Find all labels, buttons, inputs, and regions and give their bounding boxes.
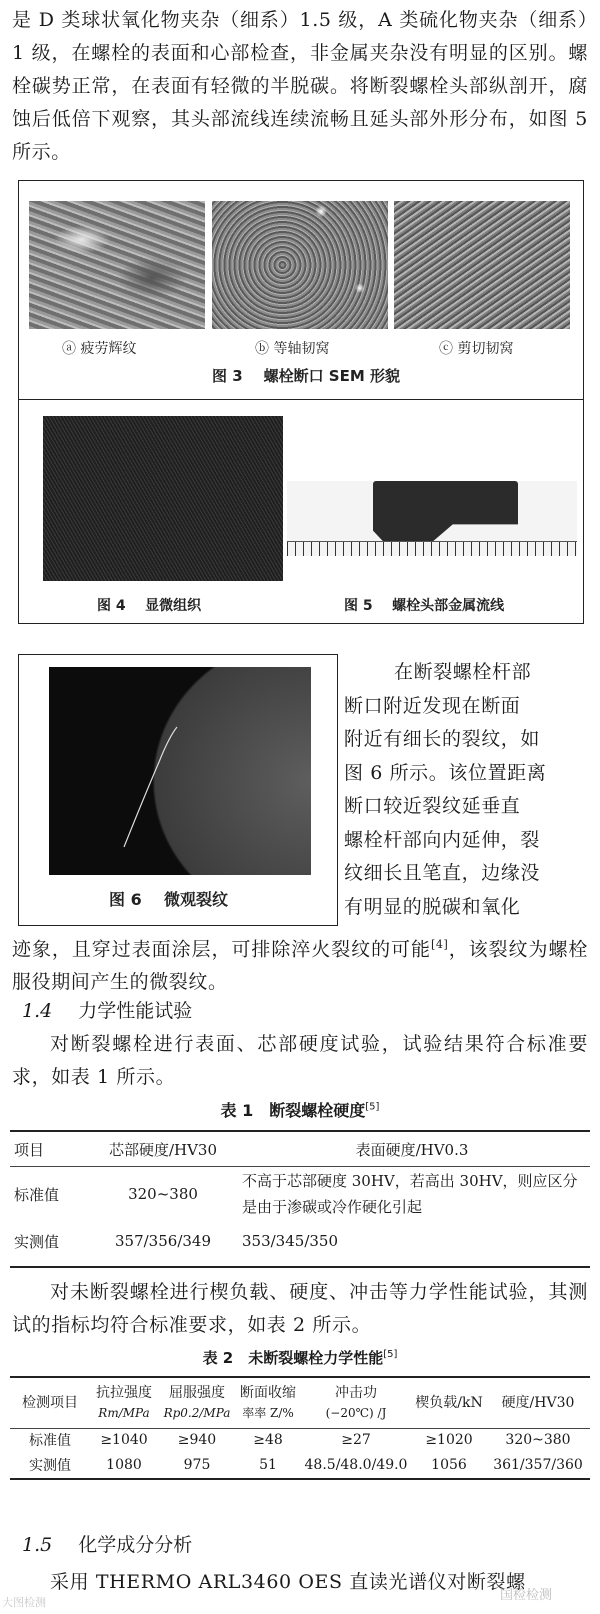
side-line: 螺栓杆部向内延伸，裂 xyxy=(344,828,541,851)
table2-cell: 1056 xyxy=(431,1456,467,1473)
table2-header-cell xyxy=(160,1379,234,1427)
fig3-label-b: ⓑ 等轴韧窝 xyxy=(255,341,330,357)
table2-cell: ≥48 xyxy=(253,1431,283,1448)
sem-photo-fatigue xyxy=(29,201,205,329)
side-line: 断口较近裂纹延垂直 xyxy=(344,795,521,817)
figure-frame-6 xyxy=(18,654,338,926)
crack-line xyxy=(124,727,177,847)
table2-header-line: Rm/MPa xyxy=(98,1406,150,1420)
table2-cell: 实测值 xyxy=(29,1457,71,1474)
table2-cell: ≥1020 xyxy=(425,1431,473,1448)
fig6-caption-text: 微观裂纹 xyxy=(164,890,229,909)
table1-cell: 标准值 xyxy=(14,1185,60,1204)
table2-header-line: 硬度/HV30 xyxy=(501,1395,575,1411)
table2-header-line: 断面收缩 xyxy=(240,1385,296,1401)
table2-header-line: 楔负载/kN xyxy=(415,1395,483,1411)
table2 xyxy=(12,1379,588,1477)
table1-row xyxy=(14,1164,588,1224)
table1-cell: 不高于芯部硬度 30HV，若高出 30HV，则应区分是由于渗碳或冷作硬化引起 xyxy=(242,1172,578,1216)
fig5-caption-text: 螺栓头部金属流线 xyxy=(392,598,505,614)
table1-title-text: 表 1 断裂螺栓硬度 xyxy=(220,1101,366,1120)
side-line: 在断裂螺栓杆部 xyxy=(394,661,532,683)
side-line: 有明显的脱碳和氧化 xyxy=(344,895,521,918)
crack-paragraph-tail: ，该裂纹为螺栓服役期间产生的微裂纹。 xyxy=(12,938,588,994)
table2-cell: 361/357/360 xyxy=(493,1456,583,1473)
table1-cell: 353/345/350 xyxy=(242,1232,338,1250)
table1-cell: 357/356/349 xyxy=(115,1232,211,1250)
side-line: 附近有细长的裂纹，如 xyxy=(344,728,541,750)
table2-header-cell xyxy=(12,1379,88,1427)
table2-header-cell xyxy=(88,1379,160,1427)
crack-paragraph-side xyxy=(344,656,592,924)
section-title: 化学成分分析 xyxy=(78,1534,193,1556)
bolt-head-photo xyxy=(287,481,577,556)
table1-header-row xyxy=(14,1134,588,1164)
fig3-label-a: ⓐ 疲劳辉纹 xyxy=(62,341,137,357)
side-line: 纹细长且笔直，边缘没 xyxy=(344,862,541,884)
watermark-left: 大图检测 xyxy=(2,1596,46,1609)
reference-4: [4] xyxy=(430,938,449,951)
table2-cell: 51 xyxy=(259,1456,277,1473)
section-1-5-heading xyxy=(22,1530,192,1560)
table1-header-cell: 项目 xyxy=(14,1140,45,1159)
fig3-label-c: ⓒ 剪切韧窝 xyxy=(439,341,514,357)
table2-ref: [5] xyxy=(383,1349,398,1360)
fig4-caption xyxy=(97,595,201,615)
crack-paragraph-full xyxy=(12,928,588,999)
table2-cell: ≥1040 xyxy=(100,1431,148,1448)
section-1-4-heading xyxy=(22,996,192,1026)
frame-divider xyxy=(19,399,583,400)
table2-header-cell xyxy=(488,1379,588,1427)
table2-header-line: (−20℃) /J xyxy=(325,1406,387,1420)
table2-header-row xyxy=(12,1379,588,1427)
figure-frame-3-5 xyxy=(18,180,584,624)
intro-paragraph: 是 D 类球状氧化物夹杂（细系）1.5 级，A 类硫化物夹杂（细系）1 级，在螺栓的表面和心部检查，非金属夹杂没有明显的区别。螺栓碳势正常，在表面有轻微的半脱碳。将断裂螺栓头部纵剖开，腐蚀后低倍下观察，其头部流线连续流畅且延头部外形分布，如图 5 所示。 xyxy=(12,9,588,163)
table2-header-line: Rp0.2/MPa xyxy=(163,1406,231,1420)
fig3-caption xyxy=(212,365,400,386)
table2-header-line: 率率 Z/% xyxy=(242,1406,294,1420)
fig3-caption-text: 螺栓断口 SEM 形貌 xyxy=(263,367,400,385)
table2-top-rule xyxy=(10,1376,590,1378)
table1-cell: 320~380 xyxy=(128,1185,198,1203)
table2-bottom-rule xyxy=(10,1478,590,1480)
table1-cell: 实测值 xyxy=(14,1232,60,1251)
table1-top-rule xyxy=(10,1130,590,1132)
table1-row xyxy=(14,1224,588,1258)
table2-header-line: 屈服强度 xyxy=(169,1385,225,1401)
table2-title xyxy=(0,1347,600,1368)
fig4-caption-text: 显微组织 xyxy=(145,598,202,614)
para-1-5: 采用 THERMO ARL3460 OES 直读光谱仪对断裂螺 xyxy=(50,1571,526,1593)
scale-ruler xyxy=(287,541,577,556)
bolt-head-shape xyxy=(373,481,518,543)
table2-cell: ≥27 xyxy=(341,1431,371,1448)
fig5-caption xyxy=(344,595,504,615)
section-number: 1.5 xyxy=(22,1534,53,1556)
table2-row xyxy=(12,1452,588,1477)
table2-header-cell xyxy=(302,1379,410,1427)
table2-cell: ≥940 xyxy=(177,1431,217,1448)
table2-header-cell xyxy=(410,1379,488,1427)
table2-cell: 975 xyxy=(183,1456,211,1473)
watermark-right: 国检检测 xyxy=(500,1588,553,1603)
table2-header-cell xyxy=(234,1379,302,1427)
table1-header-cell: 芯部硬度/HV30 xyxy=(108,1140,218,1159)
para-table2: 对未断裂螺栓进行楔负载、硬度、冲击等力学性能试验，其测试的指标均符合标准要求，如表 2 所示。 xyxy=(12,1281,588,1336)
para-1-4: 对断裂螺栓进行表面、芯部硬度试验，试验结果符合标准要求，如表 1 所示。 xyxy=(12,1033,588,1088)
side-line: 断口附近发现在断面 xyxy=(344,694,521,717)
sem-photo-shear xyxy=(394,201,570,329)
micrograph-photo xyxy=(43,416,283,581)
table2-header-line: 冲击功 xyxy=(335,1385,377,1401)
side-line: 图 6 所示。该位置距离 xyxy=(344,761,547,784)
fig6-caption-num: 图 6 xyxy=(109,890,142,909)
fig3-caption-num: 图 3 xyxy=(212,367,243,385)
fig4-caption-num: 图 4 xyxy=(97,598,126,614)
table2-cell: 48.5/48.0/49.0 xyxy=(304,1456,408,1473)
table1-ref: [5] xyxy=(365,1101,380,1113)
table2-title-text: 表 2 未断裂螺栓力学性能 xyxy=(202,1349,384,1367)
table1-title xyxy=(0,1098,600,1121)
crack-paragraph-text: 迹象，且穿过表面涂层，可排除淬火裂纹的可能 xyxy=(12,938,431,961)
table2-row xyxy=(12,1427,588,1452)
table1 xyxy=(14,1134,588,1258)
table2-cell: 标准值 xyxy=(29,1432,71,1449)
fig6-caption xyxy=(109,887,228,910)
table2-header-line: 抗拉强度 xyxy=(96,1385,152,1401)
section-number: 1.4 xyxy=(22,1000,53,1022)
section-title: 力学性能试验 xyxy=(78,1000,193,1022)
crack-micrograph-photo xyxy=(49,667,311,875)
table2-cell: 320~380 xyxy=(505,1431,571,1448)
sem-photo-equiaxed xyxy=(212,201,388,329)
crack-line-svg xyxy=(49,667,311,875)
table2-header-line: 检测项目 xyxy=(22,1395,78,1411)
fig5-caption-num: 图 5 xyxy=(344,598,373,614)
table1-bottom-rule xyxy=(10,1266,590,1268)
table2-cell: 1080 xyxy=(106,1456,142,1473)
table1-header-cell: 表面硬度/HV0.3 xyxy=(355,1140,469,1159)
